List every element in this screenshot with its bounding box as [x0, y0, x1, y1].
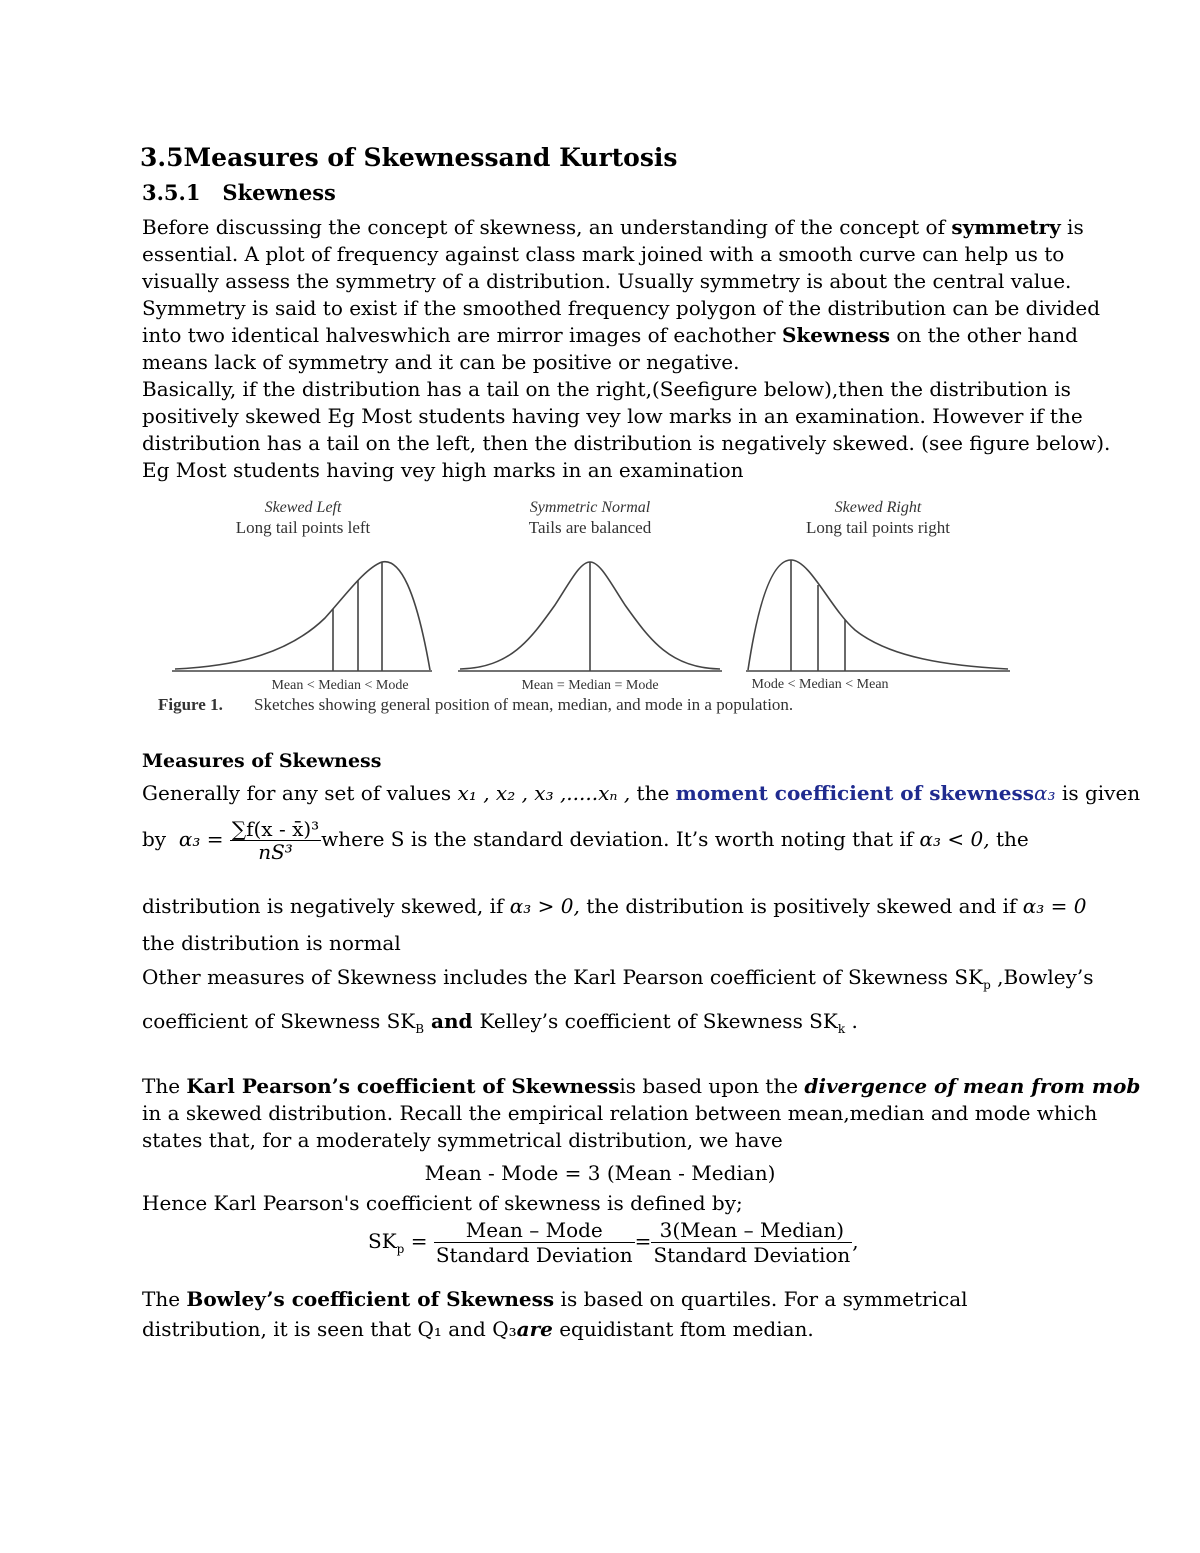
divergence-term: divergence of mean from mob [804, 1074, 1141, 1098]
text: and [441, 1317, 493, 1341]
alpha-symbol: α₃ [1034, 781, 1056, 805]
paragraph-line [142, 780, 1140, 807]
text: is given [1055, 781, 1141, 805]
text: Generally for any set of values [142, 781, 458, 805]
equals-sign: = [634, 1229, 652, 1253]
figure-caption-text: Sketches showing general position of mean, median, and mode in a population. [254, 695, 794, 714]
paragraph-line [142, 214, 1084, 241]
panel-title: Symmetric Normal [529, 499, 651, 516]
section-heading: 3.5Measures of Skewnessand Kurtosis [140, 143, 678, 172]
text: is based on quartiles. For a symmetrical [554, 1287, 968, 1311]
subscript: B [415, 1022, 425, 1036]
text: equidistant ftom median. [552, 1317, 814, 1341]
text: the [630, 781, 676, 805]
condition-negative: α₃ < 0, [919, 827, 990, 851]
bowley-term: Bowley’s coefficient of Skewness [186, 1287, 555, 1311]
text: on the other hand [889, 323, 1078, 347]
text: and [424, 1009, 480, 1033]
symmetry-term: symmetry [951, 215, 1061, 239]
q3-symbol: Q₃ [492, 1317, 517, 1341]
paragraph-line: Basically, if the distribution has a tail on the right,(Seefigure below),then the distribution is [142, 377, 1071, 401]
paragraph-line [142, 1008, 858, 1043]
karl-pearson-term: Karl Pearson’s coefficient of Skewness [186, 1074, 620, 1098]
fraction-denominator: Standard Deviation [653, 1243, 851, 1267]
paragraph-line: in a skewed distribution. Recall the empirical relation between mean,median and mode which [142, 1101, 1098, 1125]
sk-symbol: SK [368, 1229, 397, 1253]
paragraph-line: means lack of symmetry and it can be positive or negative. [142, 350, 740, 374]
text: distribution is negatively skewed, if [142, 894, 510, 918]
are-term: are [516, 1317, 553, 1341]
panel-label: Mean < Median < Mode [271, 678, 409, 693]
panel-title: Skewed Left [264, 499, 342, 516]
text: into two identical halveswhich are mirror images of eachother [142, 323, 782, 347]
subsection-heading [142, 180, 336, 205]
text: is [1060, 215, 1084, 239]
subscript: p [983, 978, 991, 992]
text: by [142, 827, 167, 851]
panel-label: Mode < Median < Mean [751, 677, 889, 692]
subscript: k [837, 1022, 846, 1036]
comma: , [852, 1229, 859, 1253]
pearson-formula [368, 1218, 859, 1267]
fraction-denominator: Standard Deviation [435, 1243, 633, 1267]
paragraph-line: essential. A plot of frequency against class mark joined with a smooth curve can help us to [142, 242, 1065, 266]
paragraph-line: visually assess the symmetry of a distribution. Usually symmetry is about the central value. [142, 269, 1072, 293]
paragraph-line: Hence Karl Pearson's coefficient of skewness is defined by; [142, 1191, 743, 1215]
subsection-title: Skewness [222, 180, 336, 205]
moment-coefficient-term: moment coefficient of skewness [675, 781, 1035, 805]
formula-line [142, 818, 1029, 863]
q1-symbol: Q₁ [417, 1317, 442, 1341]
paragraph-line [142, 893, 1087, 920]
text: distribution, it is seen that [142, 1317, 418, 1341]
paragraph-line [142, 1073, 1140, 1100]
subscript: p [396, 1242, 405, 1256]
text: is based upon the [619, 1074, 805, 1098]
panel-subtitle: Tails are balanced [528, 518, 652, 537]
text: Other measures of Skewness includes the Karl Pearson coefficient of Skewness SK [142, 965, 984, 989]
paragraph-line [142, 964, 1094, 999]
fraction-numerator: 3(Mean – Median) [651, 1218, 852, 1243]
text: coefficient of Skewness SK [142, 1009, 416, 1033]
paragraph-line: distribution has a tail on the left, then the distribution is negatively skewed. (see figure below). [142, 431, 1111, 455]
panel-label: Mean = Median = Mode [521, 678, 659, 693]
text: the [989, 827, 1029, 851]
paragraph-line [142, 1286, 968, 1313]
paragraph-line: positively skewed Eg Most students having vey low marks in an examination. However if the [142, 404, 1083, 428]
right-skewed-curve [748, 560, 1008, 670]
skewness-term: Skewness [781, 323, 890, 347]
values-expression: x₁ , x₂ , x₃ ,.....xₙ , [457, 781, 631, 805]
empirical-relation: Mean - Mode = 3 (Mean - Median) [424, 1161, 776, 1185]
paragraph-line: the distribution is normal [142, 931, 401, 955]
text: . [845, 1009, 858, 1033]
paragraph-line [142, 1316, 814, 1343]
pearson-fraction-1 [434, 1218, 635, 1267]
text: ,Bowley’s [990, 965, 1094, 989]
figure-caption-label: Figure 1. [158, 695, 223, 714]
left-skewed-curve [175, 562, 430, 670]
measures-title: Measures of Skewness [142, 750, 382, 772]
alpha-equals: α₃ = [178, 827, 224, 851]
equals-sign: = [410, 1229, 428, 1253]
paragraph-line: Eg Most students having vey high marks in an examination [142, 458, 744, 482]
paragraph-line [142, 322, 1078, 349]
text: Before discussing the concept of skewness, an understanding of the concept of [142, 215, 952, 239]
fraction-denominator: nS³ [258, 840, 293, 864]
text: Kelley’s coefficient of Skewness SK [479, 1009, 838, 1033]
subsection-number: 3.5.1 [142, 180, 201, 205]
condition-zero: α₃ = 0 [1022, 894, 1087, 918]
text: The [142, 1074, 187, 1098]
condition-positive: α₃ > 0, [509, 894, 580, 918]
panel-subtitle: Long tail points right [805, 518, 951, 537]
pearson-fraction-2 [651, 1218, 852, 1267]
text: the distribution is positively skewed and if [579, 894, 1023, 918]
text: where S is the standard deviation. It’s worth noting that if [321, 827, 920, 851]
paragraph-line: Symmetry is said to exist if the smoothed frequency polygon of the distribution can be divided [142, 296, 1101, 320]
moment-formula-fraction [230, 818, 321, 863]
panel-subtitle: Long tail points left [235, 518, 371, 537]
panel-title: Skewed Right [834, 499, 922, 516]
fraction-numerator: Mean – Mode [434, 1218, 635, 1243]
paragraph-line: states that, for a moderately symmetrical distribution, we have [142, 1128, 783, 1152]
fraction-numerator: ∑f(x - x̄)³ [231, 817, 320, 841]
skewness-figure [150, 490, 1020, 720]
text: The [142, 1287, 187, 1311]
